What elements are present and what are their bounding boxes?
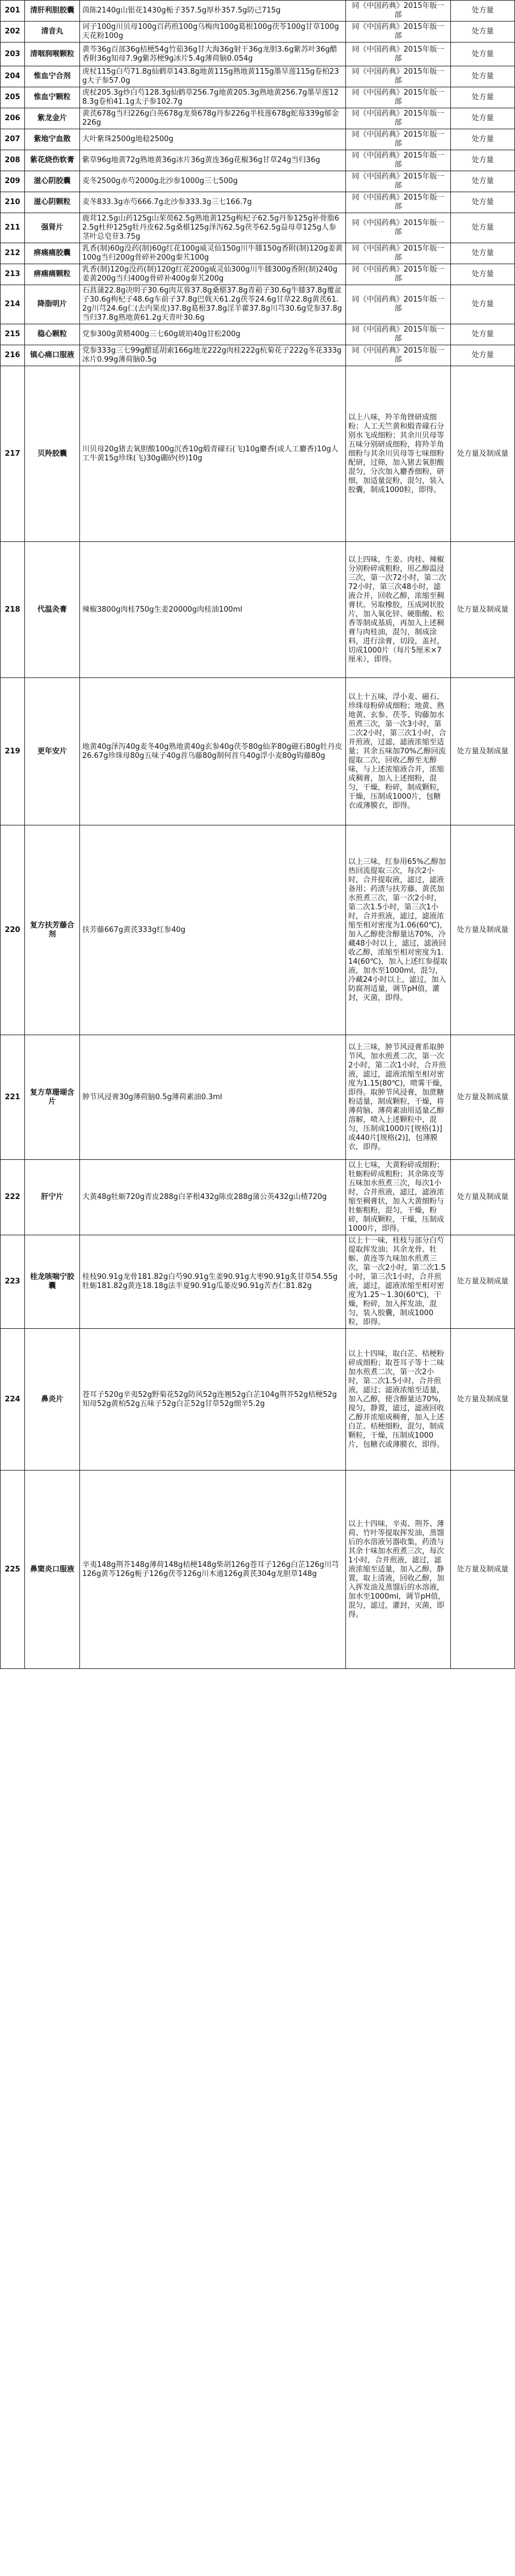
requirement-text: 处方量及制成量 [451,366,515,542]
row-number: 202 [1,22,25,43]
requirement-text: 处方量 [451,22,515,43]
formula-text: 桂枝90.91g龙骨181.82g白芍90.91g生姜90.91g大枣90.91g炙甘草54.55g牡蛎181.82g黄连18.18g法半夏90.91g瓜蒌皮90.91g苦杏仁81.82g [80,1235,346,1329]
table-row [1,171,515,192]
process-text: 以上十四味，辛夷、荆芥、薄荷、竹叶等提取挥发油，蒸馏后的水溶液另器收集，药渣与其余十味加水煎煮三次，每次1小时，合并煎液，滤过，滤液浓缩至适量，加入乙醇，静置，取上清液，回收乙醇，加入挥发油及蒸馏后的水溶液，加水至1000ml，调节pH值，混匀，滤过，灌封，灭菌，即得。 [346,1471,451,1669]
quality-standard: 同《中国药典》2015年版一部 [346,150,451,171]
formula-text: 石菖蒲22.8g决明子30.6g肉苁蓉37.8g桑椹37.8g青葙子30.6g牛膝37.8g覆盆子30.6g枸杞子48.6g车前子37.8g巴戟天61.2g茯苓24.6g甘草22.8g黄芪61.2g川芎24.6g仁(去内果皮)37.8g葛根37.8g淫羊藿37.8g川芎30.6g党参37.8g当归37.8g熟地黄61.2g天青叶30.6g [80,285,346,324]
quality-standard: 同《中国药典》2015年版一部 [346,345,451,366]
product-name: 清音丸 [25,22,80,43]
formula-text: 党参300g黄精400g三七60g琥珀40g甘松200g [80,324,346,345]
row-number: 207 [1,129,25,150]
formula-text: 大叶紫珠2500g地稔2500g [80,129,346,150]
requirement-text: 处方量及制成量 [451,1235,515,1329]
quality-standard: 同《中国药典》2015年版一部 [346,87,451,108]
row-number: 211 [1,213,25,243]
table-row [1,150,515,171]
product-name: 滋心阴颗粒 [25,192,80,213]
table-row [1,129,515,150]
table-row [1,345,515,366]
process-text: 以上三味，肿节风浸膏系取肿节风，加水煎煮二次，第一次2小时，第二次1小时，合并煎液，滤过，滤液浓缩至相对密度为1.15(80℃)，喷雾干燥，即得。取肿节风浸膏，加蔗糖粉适量，制成颗粒，干燥，将薄荷脑、薄荷素油用适量乙醇溶解，喷入上述颗粒中，混匀，压制成1000片[规格(1)]或440片[规格(2)]，包薄膜衣，即得。 [346,1035,451,1160]
table-row [1,542,515,678]
product-name: 降脂明片 [25,285,80,324]
product-name: 肝宁片 [25,1160,80,1235]
process-text: 以上三味，红参用65%乙醇加热回流提取三次，每次2小时，合并提取液，滤过，滤液备用；药渣与扶芳藤、黄芪加水煎煮三次，第一次2小时，第二次1.5小时，第三次1小时，合并煎液，滤过，滤液浓缩至相对密度为1.06(60℃)，加入乙醇使含醇量达70%，冷藏48小时以上，滤过，滤液回收乙醇，浓缩至相对密度为1.14(60℃)，加入上述红参提取液，加水至1000ml，混匀，冷藏24小时以上，滤过，加入防腐剂适量，调节pH值，灌封，灭菌，即得。 [346,825,451,1035]
quality-standard: 同《中国药典》2015年版一部 [346,213,451,243]
table-row [1,1471,515,1669]
row-number: 206 [1,108,25,129]
requirement-text: 处方量及制成量 [451,825,515,1035]
table-row [1,1329,515,1471]
formula-text: 茵陈2140g山银花1430g栀子357.5g厚朴357.5g防己715g [80,1,346,22]
requirement-text: 处方量及制成量 [451,1160,515,1235]
quality-standard: 同《中国药典》2015年版一部 [346,264,451,285]
requirement-text: 处方量及制成量 [451,1035,515,1160]
product-name: 贝羚胶囊 [25,366,80,542]
process-text: 以上四味，生姜、肉桂、辣椒分别粉碎成粗粉，用乙醇温浸三次，第一次72小时，第二次72小时，第三次48小时，滤液合并，回收乙醇，浓缩至稠膏状。另取橡胶，压成网状胶片，加入氧化锌、硬脂酸、松香等制成基质，再加入上述稠膏与肉桂油，混匀，制成涂料，进行涂膏，切段，盖衬，切成1000片（每片5厘米×7厘米），即得。 [346,542,451,678]
requirement-text: 处方量 [451,324,515,345]
product-name: 紫花烧伤软膏 [25,150,80,171]
formula-text: 虎杖205.3g炒白芍128.3g仙鹤草256.7g地黄205.3g熟地黄256.7g墨旱莲128.3g卷柏41.1g太子参102.7g [80,87,346,108]
requirement-text: 处方量 [451,108,515,129]
product-name: 复方草珊瑚含片 [25,1035,80,1160]
quality-standard: 同《中国药典》2015年版一部 [346,171,451,192]
requirement-text: 处方量 [451,150,515,171]
quality-standard: 同《中国药典》2015年版一部 [346,243,451,264]
row-number: 210 [1,192,25,213]
table-row [1,192,515,213]
row-number: 208 [1,150,25,171]
quality-standard: 同《中国药典》2015年版一部 [346,108,451,129]
requirement-text: 处方量 [451,66,515,87]
requirement-text: 处方量 [451,87,515,108]
row-number: 215 [1,324,25,345]
table-row [1,66,515,87]
product-name: 鼻炎片 [25,1329,80,1471]
product-name: 代温灸膏 [25,542,80,678]
requirement-text: 处方量 [451,264,515,285]
product-name: 惟血宁颗粒 [25,87,80,108]
formula-text: 黄芩36g百部36g桔梗54g竹茹36g甘大海36g射干36g龙胆3.6g紫苏叶36g醋香附36g知母7.9g紫苏梗9g冰片5.4g薄荷脑0.054g [80,43,346,66]
formula-text: 川贝母20g猪去氧胆酸100g沉香10g煅青礞石(飞)10g麝香(或人工麝香)10g人工牛黄15g珍珠(飞)30g硼砂(炒)10g [80,366,346,542]
row-number: 216 [1,345,25,366]
formula-text: 扶芳藤667g黄芪333g红参40g [80,825,346,1035]
row-number: 209 [1,171,25,192]
formula-text: 乳香(制)60g没药(制)60g红花100g威灵仙150g川牛膝150g香附(制)120g姜黄100g当归200g骨碎补200g秦艽100g [80,243,346,264]
requirement-text: 处方量及制成量 [451,678,515,825]
quality-standard: 同《中国药典》2015年版一部 [346,1,451,22]
table-row [1,87,515,108]
table-row [1,1035,515,1160]
formula-text: 地黄40g泽泻40g麦冬40g熟地黄40g玄参40g茯苓80g仙茅80g磁石80g牡丹皮26.67g珍珠母80g五味子40g首乌藤80g制何首乌40g浮小麦80g钩藤80g [80,678,346,825]
formula-text: 诃子100g川贝母100g百药煎100g乌梅肉100g葛根100g茯苓100g甘草100g天花粉100g [80,22,346,43]
formula-text: 紫草96g地黄72g熟地黄36g冰片36g黄连36g花椒36g甘草24g当归36g [80,150,346,171]
table-row [1,285,515,324]
quality-standard: 同《中国药典》2015年版一部 [346,285,451,324]
product-name: 紫地宁血散 [25,129,80,150]
product-name: 稳心颗粒 [25,324,80,345]
requirement-text: 处方量及制成量 [451,1471,515,1669]
product-name: 痹痛痛颗粒 [25,264,80,285]
requirement-text: 处方量 [451,213,515,243]
product-name: 鼻窦炎口服液 [25,1471,80,1669]
row-number: 221 [1,1035,25,1160]
table-row [1,213,515,243]
product-name: 复方扶芳藤合剂 [25,825,80,1035]
formula-text: 麦冬2500g赤芍2000g北沙参1000g三七500g [80,171,346,192]
table-row [1,43,515,66]
table-row [1,825,515,1035]
requirement-text: 处方量 [451,285,515,324]
product-name: 强肾片 [25,213,80,243]
row-number: 201 [1,1,25,22]
product-name: 桂龙咳喘宁胶囊 [25,1235,80,1329]
row-number: 203 [1,43,25,66]
process-text: 以上十五味，浮小麦、磁石、珍珠母粉碎成细粉；地黄、熟地黄、玄参、茯苓、钩藤加水煎煮三次，第一次3小时，第二次2小时，第三次1小时，合并煎液，过滤，滤液浓缩至适量；其余五味加70%乙醇回流提取二次，回收乙醇至无醇味，与上述浓缩液合并，浓缩成稠膏，加入上述细粉，混匀，干燥，粉碎，制成颗粒，干燥，压制成1000片，包糖衣或薄膜衣，即得。 [346,678,451,825]
requirement-text: 处方量 [451,1,515,22]
requirement-text: 处方量 [451,243,515,264]
row-number: 225 [1,1471,25,1669]
product-name: 惟血宁合剂 [25,66,80,87]
formula-text: 虎杖115g白芍71.8g仙鹤草143.8g地黄115g熟地黄115g墨旱莲115g卷柏23g大子参57.0g [80,66,346,87]
table-row [1,1,515,22]
row-number: 204 [1,66,25,87]
row-number: 224 [1,1329,25,1471]
quality-standard: 同《中国药典》2015年版一部 [346,66,451,87]
row-number: 222 [1,1160,25,1235]
product-name: 痹痛痛胶囊 [25,243,80,264]
requirement-text: 处方量 [451,192,515,213]
table-row [1,22,515,43]
formula-text: 辣椒3800g肉桂750g生姜20000g肉桂油100ml [80,542,346,678]
table-row [1,243,515,264]
requirement-text: 处方量 [451,171,515,192]
row-number: 223 [1,1235,25,1329]
quality-standard: 同《中国药典》2015年版一部 [346,43,451,66]
row-number: 214 [1,285,25,324]
requirement-text: 处方量及制成量 [451,542,515,678]
row-number: 212 [1,243,25,264]
product-name: 紫龙金片 [25,108,80,129]
formula-text: 鹿茸12.5g山药125g山茱萸62.5g熟地黄125g枸杞子62.5g丹参125g补骨脂62.5g杜仲125g牡丹皮62.5g桑椹125g泽泻62.5g茯苓62.5g益母草125g人参茎叶总皂苷3.75g [80,213,346,243]
row-number: 205 [1,87,25,108]
formula-text: 麦冬833.3g赤芍666.7g北沙参333.3g三七166.7g [80,192,346,213]
process-text: 以上十一味，桂枝与部分白芍提取挥发油；其余龙骨、牡蛎、黄连等九味加水煎煮三次，第一次2小时，第二次1.5小时，第三次1小时，合并煎液，滤过，滤液浓缩至相对密度为1.25～1.30(60℃)，干燥，粉碎，加入挥发油，混匀，装入胶囊，制成1000粒，即得。 [346,1235,451,1329]
formula-text: 党参333g三七99g醋延胡索166g地龙222g肉桂222g杭菊花子222g冬花333g冰片0.99g薄荷脑0.5g [80,345,346,366]
table-row [1,1160,515,1235]
quality-standard: 同《中国药典》2015年版一部 [346,22,451,43]
row-number: 220 [1,825,25,1035]
quality-standard: 同《中国药典》2015年版一部 [346,324,451,345]
quality-standard: 同《中国药典》2015年版一部 [346,192,451,213]
formula-text: 辛夷148g荆芥148g薄荷148g桔梗148g柴胡126g苍耳子126g白芷126g川芎126g黄芩126g栀子126g茯苓126g川木通126g黄芪304g龙胆草148g [80,1471,346,1669]
formula-text: 苍耳子520g辛夷52g野菊花52g防风52g连翘52g白芷104g荆芥52g桔梗52g知母52g黄柏52g五味子52g白芷52g甘草52g细辛5.2g [80,1329,346,1471]
product-name: 清肝利胆胶囊 [25,1,80,22]
row-number: 219 [1,678,25,825]
table-row [1,264,515,285]
formula-text: 乳香(制)120g没药(制)120g红花200g威灵仙300g川牛膝300g香附(制)240g姜黄200g当归400g骨碎补400g秦艽200g [80,264,346,285]
row-number: 213 [1,264,25,285]
formula-text: 黄芪678g当归226g白英678g龙葵678g丹参226g半枝莲678g蛇莓339g郁金226g [80,108,346,129]
table-row [1,108,515,129]
table-row [1,366,515,542]
row-number: 217 [1,366,25,542]
requirement-text: 处方量 [451,129,515,150]
row-number: 218 [1,542,25,678]
product-name: 镇心痛口服液 [25,345,80,366]
product-name: 滋心阴胶囊 [25,171,80,192]
quality-standard: 同《中国药典》2015年版一部 [346,129,451,150]
formula-text: 大黄48g牡蛎720g青皮288g白茅根432g陈皮288g蒲公英432g山楂720g [80,1160,346,1235]
requirement-text: 处方量 [451,43,515,66]
product-name: 更年安片 [25,678,80,825]
process-text: 以上七味，大黄粉碎成细粉；牡蛎粉碎成粗粉；其余陈皮等五味加水煎煮三次，每次1小时，合并煎液，滤过，滤液浓缩至稠膏状，加入大黄细粉与牡蛎粗粉，混匀，干燥，粉碎，制成颗粒，干燥，压制成1000片，即得。 [346,1160,451,1235]
requirement-text: 处方量及制成量 [451,1329,515,1471]
table-row [1,1235,515,1329]
formula-text: 肿节风浸膏30g薄荷脑0.5g薄荷素油0.3ml [80,1035,346,1160]
table-row [1,678,515,825]
requirement-text: 处方量 [451,345,515,366]
product-name: 清咽润喉颗粒 [25,43,80,66]
table-row [1,324,515,345]
process-text: 以上八味，羚羊角锉研成细粉；人工天竺黄和煅青礞石分别水飞成细粉；其余川贝母等五味分别研成细粉，将羚羊角细粉与其余川贝母等七味细粉配研，过筛，加入猪去氧胆酸混匀，分次加入麝香细粉，研细，加适量淀粉，混匀，装入胶囊，制成1000粒，即得。 [346,366,451,542]
process-text: 以上十四味，取白芷、桔梗粉碎成细粉；取苍耳子等十二味加水煎煮二次，第一次2小时，第二次1.5小时，合并煎液，滤过；滤液浓缩至适量，加入乙醇，使含醇量达70%，搅匀，静置，滤过，滤液回收乙醇并浓缩成稠膏，加入上述白芷、桔梗细粉，混匀，制成颗粒，干燥，压制成1000片，包糖衣或薄膜衣，即得。 [346,1329,451,1471]
